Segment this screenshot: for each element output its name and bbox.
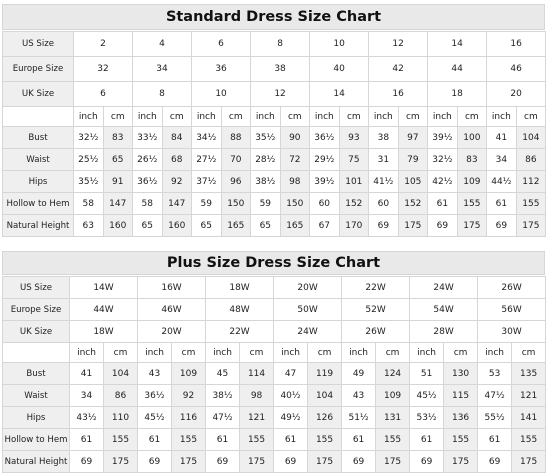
size-value: 46W <box>138 299 206 321</box>
inch-value: 35½ <box>74 171 104 193</box>
cm-value: 147 <box>103 193 133 215</box>
unit-label: cm <box>444 343 478 363</box>
row-label: Bust <box>3 127 74 149</box>
measurement-row <box>3 429 546 451</box>
size-value: 32 <box>74 57 133 82</box>
cm-value: 130 <box>444 363 478 385</box>
unit-label: cm <box>457 107 487 127</box>
unit-label: inch <box>274 343 308 363</box>
inch-value: 44½ <box>487 171 517 193</box>
cm-value: 91 <box>103 171 133 193</box>
unit-row <box>3 107 546 127</box>
cm-value: 86 <box>516 149 546 171</box>
row-label: Waist <box>3 385 70 407</box>
cm-value: 155 <box>457 193 487 215</box>
size-value: 8 <box>133 82 192 107</box>
inch-value: 35½ <box>251 127 281 149</box>
inch-value: 28½ <box>251 149 281 171</box>
row-label: Hips <box>3 407 70 429</box>
inch-value: 60 <box>369 193 399 215</box>
size-value: 38 <box>251 57 310 82</box>
inch-value: 69 <box>70 451 104 473</box>
inch-value: 40½ <box>274 385 308 407</box>
size-value: 20W <box>274 277 342 299</box>
size-value: 18W <box>206 277 274 299</box>
cm-value: 160 <box>162 215 192 237</box>
inch-value: 39½ <box>428 127 458 149</box>
unit-label: inch <box>206 343 240 363</box>
measurement-row <box>3 215 546 237</box>
inch-value: 69 <box>342 451 376 473</box>
row-label: Europe Size <box>3 57 74 82</box>
inch-value: 36½ <box>310 127 340 149</box>
cm-value: 175 <box>398 215 428 237</box>
cm-value: 75 <box>339 149 369 171</box>
row-label: Bust <box>3 363 70 385</box>
cm-value: 175 <box>457 215 487 237</box>
inch-value: 25½ <box>74 149 104 171</box>
standard-size-table <box>2 31 546 237</box>
inch-value: 58 <box>133 193 163 215</box>
unit-label: inch <box>251 107 281 127</box>
cm-value: 124 <box>376 363 410 385</box>
cm-value: 152 <box>339 193 369 215</box>
cm-value: 105 <box>398 171 428 193</box>
cm-value: 83 <box>457 149 487 171</box>
plus-chart-title: Plus Size Dress Size Chart <box>2 251 545 275</box>
inch-value: 43 <box>342 385 376 407</box>
row-label: Waist <box>3 149 74 171</box>
row-label: Europe Size <box>3 299 70 321</box>
cm-value: 175 <box>104 451 138 473</box>
unit-row <box>3 343 546 363</box>
cm-value: 98 <box>280 171 310 193</box>
inch-value: 27½ <box>192 149 222 171</box>
size-value: 44 <box>428 57 487 82</box>
inch-value: 33½ <box>133 127 163 149</box>
cm-value: 136 <box>444 407 478 429</box>
measurement-row <box>3 385 546 407</box>
cm-value: 160 <box>103 215 133 237</box>
size-value: 14 <box>310 82 369 107</box>
size-value: 12 <box>369 32 428 57</box>
inch-value: 34 <box>70 385 104 407</box>
size-value: 54W <box>410 299 478 321</box>
inch-value: 36½ <box>133 171 163 193</box>
cm-value: 155 <box>512 429 546 451</box>
inch-value: 58 <box>74 193 104 215</box>
measurement-row <box>3 363 546 385</box>
inch-value: 32½ <box>74 127 104 149</box>
cm-value: 175 <box>308 451 342 473</box>
size-value: 22W <box>342 277 410 299</box>
inch-value: 69 <box>410 451 444 473</box>
inch-value: 41½ <box>369 171 399 193</box>
inch-value: 69 <box>274 451 308 473</box>
measurement-row <box>3 451 546 473</box>
cm-value: 155 <box>172 429 206 451</box>
size-value: 16 <box>369 82 428 107</box>
size-row <box>3 32 546 57</box>
inch-value: 34 <box>487 149 517 171</box>
cm-value: 109 <box>172 363 206 385</box>
cm-value: 86 <box>104 385 138 407</box>
cm-value: 68 <box>162 149 192 171</box>
unit-row-blank <box>3 343 70 363</box>
inch-value: 65 <box>192 215 222 237</box>
cm-value: 72 <box>280 149 310 171</box>
size-value: 14W <box>70 277 138 299</box>
inch-value: 38½ <box>251 171 281 193</box>
cm-value: 155 <box>376 429 410 451</box>
size-value: 8 <box>251 32 310 57</box>
measurement-row <box>3 193 546 215</box>
size-value: 6 <box>192 32 251 57</box>
cm-value: 155 <box>444 429 478 451</box>
inch-value: 69 <box>138 451 172 473</box>
size-value: 22W <box>206 321 274 343</box>
inch-value: 47½ <box>206 407 240 429</box>
size-value: 2 <box>74 32 133 57</box>
inch-value: 65 <box>133 215 163 237</box>
unit-label: cm <box>172 343 206 363</box>
unit-label: cm <box>512 343 546 363</box>
cm-value: 150 <box>280 193 310 215</box>
cm-value: 112 <box>516 171 546 193</box>
measurement-row <box>3 149 546 171</box>
size-row <box>3 82 546 107</box>
size-value: 36 <box>192 57 251 82</box>
cm-value: 116 <box>172 407 206 429</box>
inch-value: 38 <box>369 127 399 149</box>
inch-value: 45 <box>206 363 240 385</box>
cm-value: 84 <box>162 127 192 149</box>
cm-value: 175 <box>516 215 546 237</box>
size-value: 46 <box>487 57 546 82</box>
row-label: Hips <box>3 171 74 193</box>
inch-value: 34½ <box>192 127 222 149</box>
unit-label: cm <box>398 107 428 127</box>
inch-value: 29½ <box>310 149 340 171</box>
inch-value: 49½ <box>274 407 308 429</box>
cm-value: 155 <box>308 429 342 451</box>
cm-value: 92 <box>172 385 206 407</box>
size-value: 34 <box>133 57 192 82</box>
cm-value: 93 <box>339 127 369 149</box>
inch-value: 41 <box>487 127 517 149</box>
cm-value: 175 <box>444 451 478 473</box>
size-value: 16W <box>138 277 206 299</box>
inch-value: 43½ <box>70 407 104 429</box>
inch-value: 63 <box>74 215 104 237</box>
unit-label: cm <box>308 343 342 363</box>
measurement-row <box>3 127 546 149</box>
cm-value: 115 <box>444 385 478 407</box>
inch-value: 61 <box>274 429 308 451</box>
inch-value: 69 <box>369 215 399 237</box>
inch-value: 32½ <box>428 149 458 171</box>
cm-value: 150 <box>221 193 251 215</box>
inch-value: 59 <box>251 193 281 215</box>
unit-label: inch <box>369 107 399 127</box>
size-value: 30W <box>478 321 546 343</box>
inch-value: 26½ <box>133 149 163 171</box>
size-value: 4 <box>133 32 192 57</box>
row-label: US Size <box>3 32 74 57</box>
measurement-row <box>3 171 546 193</box>
unit-label: inch <box>133 107 163 127</box>
unit-label: cm <box>240 343 274 363</box>
size-value: 44W <box>70 299 138 321</box>
cm-value: 121 <box>512 385 546 407</box>
size-value: 10 <box>192 82 251 107</box>
cm-value: 109 <box>457 171 487 193</box>
cm-value: 121 <box>240 407 274 429</box>
cm-value: 170 <box>339 215 369 237</box>
inch-value: 59 <box>192 193 222 215</box>
size-value: 18W <box>70 321 138 343</box>
unit-label: inch <box>410 343 444 363</box>
cm-value: 175 <box>376 451 410 473</box>
cm-value: 65 <box>103 149 133 171</box>
cm-value: 175 <box>512 451 546 473</box>
size-value: 26W <box>478 277 546 299</box>
cm-value: 165 <box>221 215 251 237</box>
inch-value: 51½ <box>342 407 376 429</box>
unit-label: cm <box>104 343 138 363</box>
inch-value: 49 <box>342 363 376 385</box>
cm-value: 92 <box>162 171 192 193</box>
cm-value: 104 <box>104 363 138 385</box>
size-value: 14 <box>428 32 487 57</box>
unit-label: inch <box>478 343 512 363</box>
size-value: 42 <box>369 57 428 82</box>
unit-label: cm <box>162 107 192 127</box>
cm-value: 175 <box>172 451 206 473</box>
cm-value: 110 <box>104 407 138 429</box>
cm-value: 83 <box>103 127 133 149</box>
size-row <box>3 321 546 343</box>
cm-value: 155 <box>516 193 546 215</box>
cm-value: 97 <box>398 127 428 149</box>
inch-value: 39½ <box>310 171 340 193</box>
cm-value: 98 <box>240 385 274 407</box>
inch-value: 69 <box>428 215 458 237</box>
size-value: 26W <box>342 321 410 343</box>
size-value: 24W <box>410 277 478 299</box>
size-value: 20W <box>138 321 206 343</box>
cm-value: 96 <box>221 171 251 193</box>
size-value: 20 <box>487 82 546 107</box>
inch-value: 37½ <box>192 171 222 193</box>
cm-value: 104 <box>516 127 546 149</box>
size-value: 28W <box>410 321 478 343</box>
row-label: Hollow to Hem <box>3 429 70 451</box>
inch-value: 47 <box>274 363 308 385</box>
inch-value: 61 <box>342 429 376 451</box>
inch-value: 60 <box>310 193 340 215</box>
inch-value: 36½ <box>138 385 172 407</box>
inch-value: 67 <box>310 215 340 237</box>
inch-value: 51 <box>410 363 444 385</box>
inch-value: 61 <box>206 429 240 451</box>
unit-label: inch <box>310 107 340 127</box>
unit-label: inch <box>138 343 172 363</box>
size-value: 12 <box>251 82 310 107</box>
measurement-row <box>3 407 546 429</box>
unit-label: inch <box>487 107 517 127</box>
size-value: 6 <box>74 82 133 107</box>
unit-label: cm <box>221 107 251 127</box>
inch-value: 61 <box>138 429 172 451</box>
cm-value: 147 <box>162 193 192 215</box>
inch-value: 45½ <box>138 407 172 429</box>
cm-value: 155 <box>104 429 138 451</box>
size-row <box>3 57 546 82</box>
row-label: UK Size <box>3 82 74 107</box>
unit-label: inch <box>70 343 104 363</box>
size-value: 56W <box>478 299 546 321</box>
unit-label: cm <box>103 107 133 127</box>
cm-value: 152 <box>398 193 428 215</box>
inch-value: 55½ <box>478 407 512 429</box>
cm-value: 155 <box>240 429 274 451</box>
inch-value: 69 <box>487 215 517 237</box>
inch-value: 61 <box>487 193 517 215</box>
unit-label: cm <box>516 107 546 127</box>
cm-value: 104 <box>308 385 342 407</box>
cm-value: 101 <box>339 171 369 193</box>
size-value: 24W <box>274 321 342 343</box>
cm-value: 119 <box>308 363 342 385</box>
inch-value: 69 <box>206 451 240 473</box>
size-row <box>3 299 546 321</box>
cm-value: 79 <box>398 149 428 171</box>
unit-label: inch <box>428 107 458 127</box>
cm-value: 165 <box>280 215 310 237</box>
inch-value: 65 <box>251 215 281 237</box>
inch-value: 31 <box>369 149 399 171</box>
plus-size-table <box>2 276 546 473</box>
cm-value: 141 <box>512 407 546 429</box>
inch-value: 61 <box>70 429 104 451</box>
unit-label: inch <box>192 107 222 127</box>
inch-value: 41 <box>70 363 104 385</box>
inch-value: 45½ <box>410 385 444 407</box>
inch-value: 43 <box>138 363 172 385</box>
cm-value: 109 <box>376 385 410 407</box>
cm-value: 114 <box>240 363 274 385</box>
inch-value: 47½ <box>478 385 512 407</box>
inch-value: 53 <box>478 363 512 385</box>
cm-value: 126 <box>308 407 342 429</box>
inch-value: 69 <box>478 451 512 473</box>
inch-value: 53½ <box>410 407 444 429</box>
unit-label: inch <box>74 107 104 127</box>
cm-value: 100 <box>457 127 487 149</box>
inch-value: 42½ <box>428 171 458 193</box>
cm-value: 90 <box>280 127 310 149</box>
size-value: 48W <box>206 299 274 321</box>
cm-value: 131 <box>376 407 410 429</box>
row-label: Hollow to Hem <box>3 193 74 215</box>
unit-label: cm <box>280 107 310 127</box>
size-value: 40 <box>310 57 369 82</box>
row-label: UK Size <box>3 321 70 343</box>
row-label: Natural Height <box>3 451 70 473</box>
unit-row-blank <box>3 107 74 127</box>
row-label: US Size <box>3 277 70 299</box>
cm-value: 88 <box>221 127 251 149</box>
row-label: Natural Height <box>3 215 74 237</box>
cm-value: 175 <box>240 451 274 473</box>
cm-value: 70 <box>221 149 251 171</box>
cm-value: 135 <box>512 363 546 385</box>
unit-label: inch <box>342 343 376 363</box>
size-value: 18 <box>428 82 487 107</box>
inch-value: 61 <box>410 429 444 451</box>
inch-value: 61 <box>478 429 512 451</box>
size-value: 10 <box>310 32 369 57</box>
inch-value: 61 <box>428 193 458 215</box>
size-row <box>3 277 546 299</box>
size-value: 52W <box>342 299 410 321</box>
standard-chart-title: Standard Dress Size Chart <box>2 4 545 30</box>
size-value: 16 <box>487 32 546 57</box>
unit-label: cm <box>339 107 369 127</box>
size-value: 50W <box>274 299 342 321</box>
unit-label: cm <box>376 343 410 363</box>
inch-value: 38½ <box>206 385 240 407</box>
